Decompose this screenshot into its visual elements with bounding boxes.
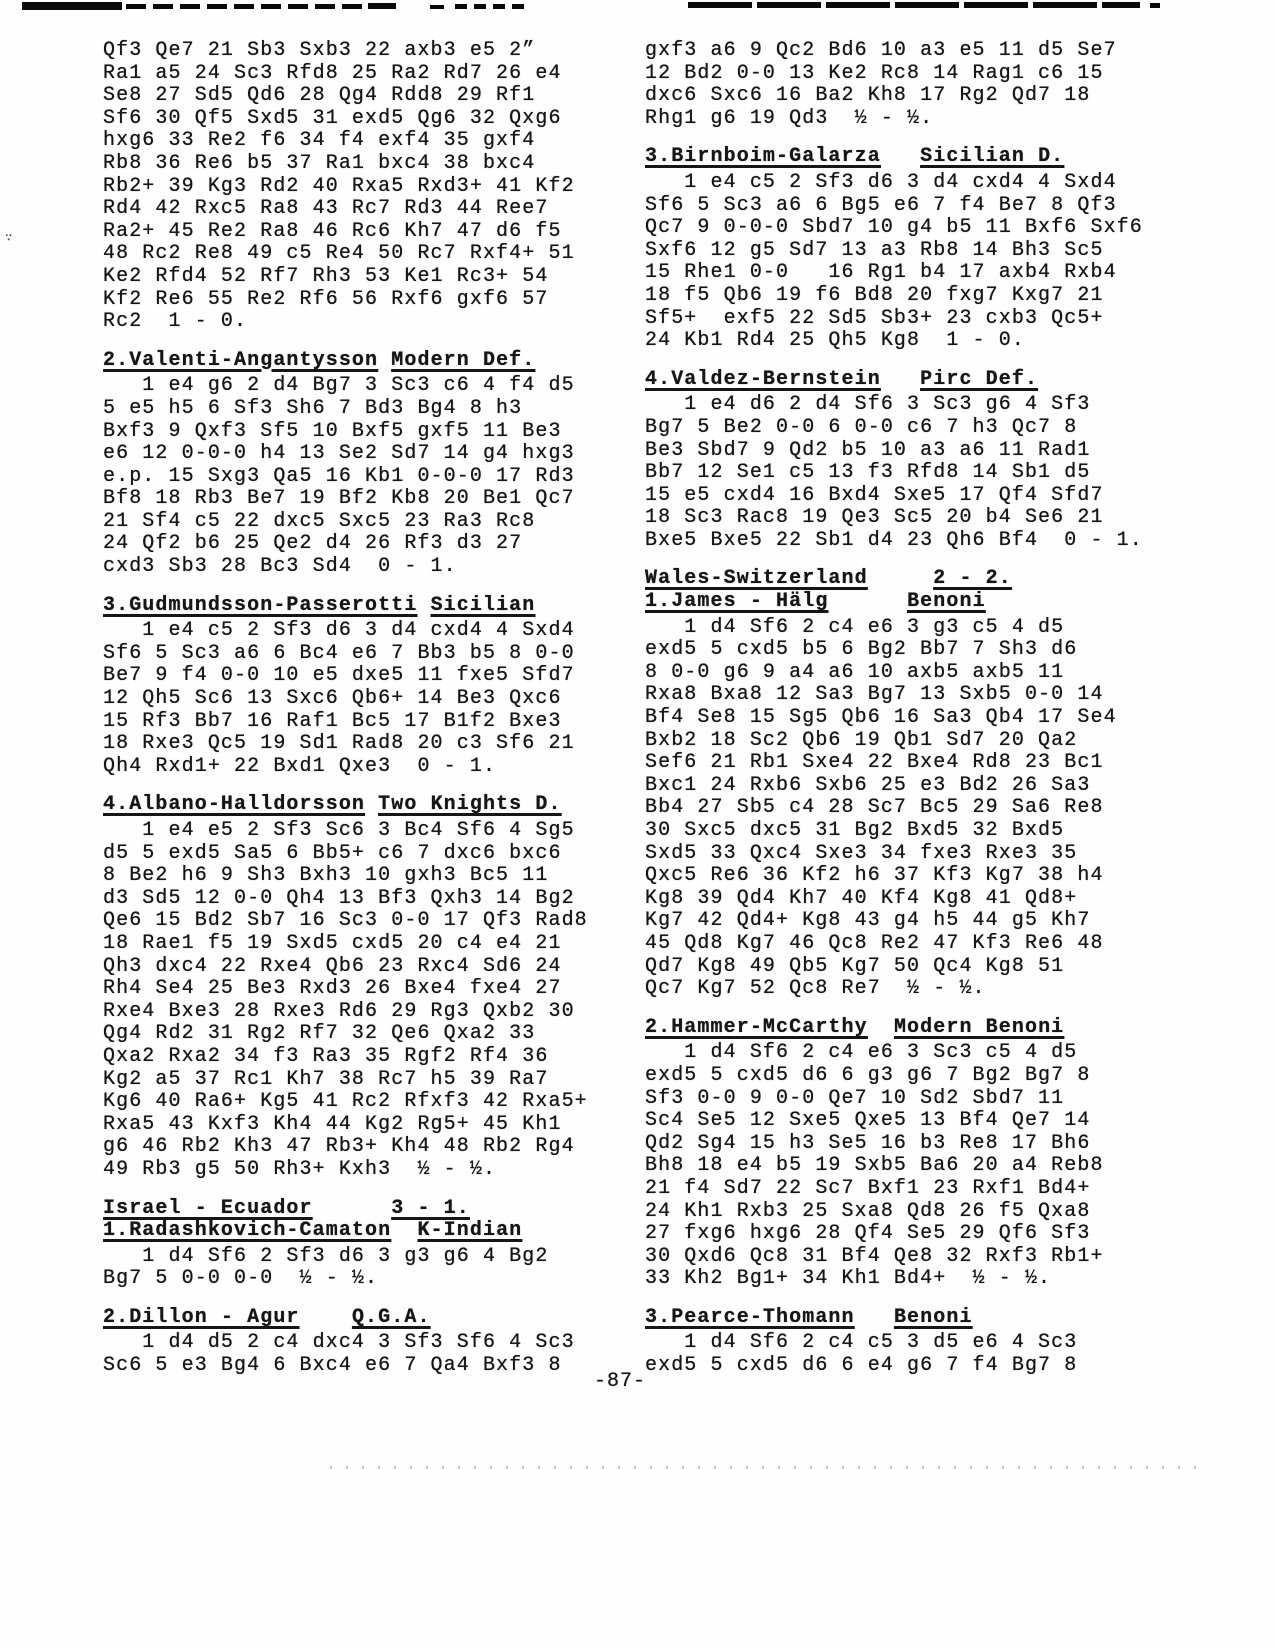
move-line: Qd7 Kg8 49 Qb5 Kg7 50 Qc4 Kg8 51: [645, 954, 1065, 978]
move-line: Qh4 Rxd1+ 22 Bxd1 Qxe3 0 - 1.: [103, 754, 497, 778]
move-line: 24 Qf2 b6 25 Qe2 d4 26 Rf3 d3 27: [103, 532, 523, 556]
move-line: Qh3 dxc4 22 Rxe4 Qb6 23 Rxc4 Sd6 24: [103, 954, 562, 978]
move-line: Sc6 5 e3 Bg4 6 Bxc4 e6 7 Qa4 Bxf3 8: [103, 1354, 562, 1378]
move-line: Bh8 18 e4 b5 19 Sxb5 Ba6 20 a4 Reb8: [645, 1154, 1104, 1178]
move-line: 1 e4 d6 2 d4 Sf6 3 Sc3 g6 4 Sf3: [645, 393, 1091, 417]
move-line: 15 Rf3 Bb7 16 Raf1 Bc5 17 B1f2 Bxe3: [103, 709, 562, 733]
game-players: 2.Valenti-Angantysson: [103, 348, 379, 372]
move-line: 1 e4 c5 2 Sf3 d6 3 d4 cxd4 4 Sxd4: [645, 170, 1117, 194]
game-moves: [645, 172, 1205, 353]
move-line: Qxa2 Rxa2 34 f3 Ra3 35 Rgf2 Rf4 36: [103, 1044, 549, 1068]
game-players: 1.Radashkovich-Camaton: [103, 1219, 392, 1243]
move-line: hxg6 33 Re2 f6 34 f4 exf4 35 gxf4: [103, 129, 536, 153]
move-line: Bxe5 Bxe5 22 Sb1 d4 23 Qh6 Bf4 0 - 1.: [645, 528, 1143, 552]
move-line: Qc7 9 0-0-0 Sbd7 10 g4 b5 11 Bxf6 Sxf6: [645, 216, 1143, 240]
move-line: exd5 5 cxd5 d6 6 e4 g6 7 f4 Bg7 8: [645, 1354, 1078, 1378]
move-line: Ke2 Rfd4 52 Rf7 Rh3 53 Ke1 Rc3+ 54: [103, 264, 549, 288]
move-line: cxd3 Sb3 28 Bc3 Sd4 0 - 1.: [103, 555, 457, 579]
move-line: Sf3 0-0 9 0-0 Qe7 10 Sd2 Sbd7 11: [645, 1086, 1065, 1110]
scan-noise: [330, 1466, 1210, 1469]
scan-noise: ∵: [5, 231, 13, 245]
move-line: Rd4 42 Rxc5 Ra8 43 Rc7 Rd3 44 Ree7: [103, 197, 549, 221]
game-players: 4.Albano-Halldorsson: [103, 793, 366, 817]
header-gap: [855, 1306, 894, 1329]
game-header: [103, 794, 638, 817]
game-moves: [645, 617, 1205, 1001]
header-gap: [881, 368, 920, 391]
header-gap: [391, 1219, 417, 1242]
header-gap: [417, 594, 430, 617]
move-line: 30 Sxc5 dxc5 31 Bg2 Bxd5 32 Bxd5: [645, 819, 1065, 842]
game-players: 4.Valdez-Bernstein: [645, 367, 881, 391]
column-right: [645, 40, 1205, 1392]
move-line: dxc6 Sxc6 16 Ba2 Kh8 17 Rg2 Qd7 18: [645, 84, 1091, 108]
game-players: 3.Gudmundsson-Passerotti: [103, 593, 418, 617]
move-line: 12 Bd2 0-0 13 Ke2 Rc8 14 Rag1 c6 15: [645, 61, 1104, 85]
scan-noise: [126, 4, 364, 9]
move-line: Bxf3 9 Qxf3 Sf5 10 Bxf5 gxf5 11 Be3: [103, 419, 562, 443]
move-line: g6 46 Rb2 Kh3 47 Rb3+ Kh4 48 Rb2 Rg4: [103, 1135, 575, 1159]
move-line: exd5 5 cxd5 d6 6 g3 g6 7 Bg2 Bg7 8: [645, 1063, 1091, 1087]
opening-name: Q.G.A.: [351, 1305, 431, 1329]
game-players: 2.Dillon - Agur: [103, 1305, 300, 1329]
move-line: d5 5 exd5 Sa5 6 Bb5+ c6 7 dxc6 bxc6: [103, 841, 562, 865]
move-line: Ra2+ 45 Re2 Ra8 46 Rc6 Kh7 47 d6 f5: [103, 219, 562, 243]
move-line: Kg8 39 Qd4 Kh7 40 Kf4 Kg8 41 Qd8+: [645, 886, 1078, 910]
move-line: 33 Kh2 Bg1+ 34 Kh1 Bd4+ ½ - ½.: [645, 1267, 1052, 1291]
move-line: Bb4 27 Sb5 c4 28 Sc7 Bc5 29 Sa6 Re8: [645, 796, 1104, 820]
opening-name: Modern Def.: [391, 348, 536, 372]
game-header: [103, 595, 638, 618]
game-header: [645, 369, 1205, 392]
opening-name: Modern Benoni: [893, 1015, 1065, 1039]
move-line: 27 fxg6 hxg6 28 Qf4 Se5 29 Qf6 Sf3: [645, 1222, 1091, 1246]
move-line: 8 Be2 h6 9 Sh3 Bxh3 10 gxh3 Bc5 11: [103, 864, 549, 888]
move-line: 21 f4 Sd7 22 Sc7 Bxf1 23 Rxf1 Bd4+: [645, 1176, 1091, 1200]
move-line: Rxa8 Bxa8 12 Sa3 Bg7 13 Sxb5 0-0 14: [645, 683, 1104, 707]
header-gap: [378, 349, 391, 372]
opening-name: Sicilian D.: [920, 145, 1065, 169]
match-score: 3 - 1.: [391, 1196, 470, 1220]
move-line: Kg2 a5 37 Rc1 Kh7 38 Rc7 h5 39 Ra7: [103, 1067, 549, 1091]
game-moves: [645, 40, 1205, 130]
move-line: Bg7 5 Be2 0-0 6 0-0 c6 7 h3 Qc7 8: [645, 415, 1078, 439]
move-line: Rxa5 43 Kxf3 Kh4 44 Kg2 Rg5+ 45 Kh1: [103, 1112, 562, 1136]
move-line: Be3 Sbd7 9 Qd2 b5 10 a3 a6 11 Rad1: [645, 438, 1091, 462]
scan-noise: [688, 2, 1140, 8]
move-line: Sf6 5 Sc3 a6 6 Bg5 e6 7 f4 Be7 8 Qf3: [645, 193, 1117, 217]
scan-noise: [455, 4, 527, 9]
scan-noise: [368, 3, 396, 9]
opening-name: K-Indian: [417, 1219, 523, 1243]
game-header: [645, 591, 1205, 614]
column-left: [103, 40, 638, 1392]
move-line: 21 Sf4 c5 22 dxc5 Sxc5 23 Ra3 Rc8: [103, 509, 536, 533]
opening-name: Pirc Def.: [920, 367, 1039, 391]
scan-noise: [430, 5, 444, 9]
game-header: [645, 1307, 1205, 1330]
move-line: 1 e4 c5 2 Sf3 d6 3 d4 cxd4 4 Sxd4: [103, 619, 575, 643]
move-line: 24 Kb1 Rd4 25 Qh5 Kg8 1 - 0.: [645, 329, 1025, 353]
opening-name: Two Knights D.: [378, 793, 562, 817]
game-moves: [103, 820, 638, 1182]
move-line: 30 Qxd6 Qc8 31 Bf4 Qe8 32 Rxf3 Rb1+: [645, 1244, 1104, 1268]
move-line: Qe6 15 Bd2 Sb7 16 Sc3 0-0 17 Qf3 Rad8: [103, 909, 588, 933]
move-line: Kg7 42 Qd4+ Kg8 43 g4 h5 44 g5 Kh7: [645, 909, 1091, 933]
move-line: Sf6 30 Qf5 Sxd5 31 exd5 Qg6 32 Qxg6: [103, 106, 562, 130]
move-line: Rh4 Se4 25 Be3 Rxd3 26 Bxe4 fxe4 27: [103, 977, 562, 1001]
game-players: 3.Pearce-Thomann: [645, 1305, 855, 1329]
move-line: Bg7 5 0-0 0-0 ½ - ½.: [103, 1267, 379, 1291]
move-line: gxf3 a6 9 Qc2 Bd6 10 a3 e5 11 d5 Se7: [645, 39, 1117, 62]
move-line: 48 Rc2 Re8 49 c5 Re4 50 Rc7 Rxf4+ 51: [103, 242, 575, 266]
move-line: Qd2 Sg4 15 h3 Se5 16 b3 Re8 17 Bh6: [645, 1131, 1091, 1155]
move-line: 49 Rb3 g5 50 Rh3+ Kxh3 ½ - ½.: [103, 1157, 497, 1181]
game-moves: [103, 375, 638, 578]
move-line: Sf6 5 Sc3 a6 6 Bc4 e6 7 Bb3 b5 8 0-0: [103, 641, 575, 665]
move-line: Bb7 12 Se1 c5 13 f3 Rfd8 14 Sb1 d5: [645, 461, 1091, 485]
move-line: 18 Sc3 Rac8 19 Qe3 Sc5 20 b4 Se6 21: [645, 506, 1104, 530]
game-players: 1.James - Hälg: [645, 590, 829, 614]
game-moves: [103, 1246, 638, 1291]
move-line: Bxc1 24 Rxb6 Sxb6 25 e3 Bd2 26 Sa3: [645, 773, 1091, 797]
move-line: Kg6 40 Ra6+ Kg5 41 Rc2 Rfxf3 42 Rxa5+: [103, 1090, 588, 1114]
move-line: Sc4 Se5 12 Sxe5 Qxe5 13 Bf4 Qe7 14: [645, 1109, 1091, 1133]
move-line: 5 e5 h5 6 Sf3 Sh6 7 Bd3 Bg4 8 h3: [103, 396, 523, 420]
match-score: 2 - 2.: [933, 567, 1012, 591]
scan-noise: [1150, 3, 1160, 8]
match-header: [103, 1198, 638, 1221]
move-line: Rb8 36 Re6 b5 37 Ra1 bxc4 38 bxc4: [103, 151, 536, 175]
move-line: 8 0-0 g6 9 a4 a6 10 axb5 axb5 11: [645, 660, 1065, 684]
match-teams: Israel - Ecuador: [103, 1196, 313, 1220]
header-gap: [300, 1306, 352, 1329]
move-line: Bf4 Se8 15 Sg5 Qb6 16 Sa3 Qb4 17 Se4: [645, 706, 1117, 730]
match-header: [645, 568, 1205, 591]
move-line: Sf5+ exf5 22 Sd5 Sb3+ 23 cxb3 Qc5+: [645, 306, 1104, 330]
header-gap: [313, 1197, 392, 1220]
move-line: Be7 9 f4 0-0 10 e5 dxe5 11 fxe5 Sfd7: [103, 664, 575, 688]
move-line: 1 d4 Sf6 2 c4 c5 3 d5 e6 4 Sc3: [645, 1331, 1078, 1355]
move-line: 24 Kh1 Rxb3 25 Sxa8 Qd8 26 f5 Qxa8: [645, 1199, 1091, 1223]
move-line: Se8 27 Sd5 Qd6 28 Qg4 Rdd8 29 Rf1: [103, 84, 536, 108]
game-header: [103, 1307, 638, 1330]
header-gap: [881, 145, 920, 168]
move-line: 15 e5 cxd4 16 Bxd4 Sxe5 17 Qf4 Sfd7: [645, 483, 1104, 507]
game-moves: [103, 1332, 638, 1377]
move-line: Kf2 Re6 55 Re2 Rf6 56 Rxf6 gxf6 57: [103, 287, 549, 311]
move-line: Bxb2 18 Sc2 Qb6 19 Qb1 Sd7 20 Qa2: [645, 728, 1078, 752]
match-teams: Wales-Switzerland: [645, 567, 868, 591]
move-line: Rhg1 g6 19 Qd3 ½ - ½.: [645, 106, 934, 130]
game-players: 2.Hammer-McCarthy: [645, 1015, 868, 1039]
move-line: 1 e4 e5 2 Sf3 Sc6 3 Bc4 Sf6 4 Sg5: [103, 819, 575, 842]
move-line: 12 Qh5 Sc6 13 Sxc6 Qb6+ 14 Be3 Qxc6: [103, 687, 562, 711]
move-line: 18 f5 Qb6 19 f6 Bd8 20 fxg7 Kxg7 21: [645, 283, 1104, 307]
move-line: 15 Rhe1 0-0 16 Rg1 b4 17 axb4 Rxb4: [645, 261, 1117, 285]
move-line: Sef6 21 Rb1 Sxe4 22 Bxe4 Rd8 23 Bc1: [645, 751, 1104, 775]
move-line: Bf8 18 Rb3 Be7 19 Bf2 Kb8 20 Be1 Qc7: [103, 487, 575, 511]
header-gap: [828, 590, 907, 613]
game-moves: [103, 620, 638, 778]
game-header: [645, 1017, 1205, 1040]
game-moves: [645, 1042, 1205, 1291]
opening-name: Benoni: [893, 1305, 973, 1329]
scan-noise: [22, 2, 122, 10]
move-line: e6 12 0-0-0 h4 13 Se2 Sd7 14 g4 hxg3: [103, 442, 575, 466]
move-line: 1 d4 Sf6 2 c4 e6 3 g3 c5 4 d5: [645, 615, 1065, 639]
move-line: Qxc5 Re6 36 Kf2 h6 37 Kf3 Kg7 38 h4: [645, 864, 1104, 888]
move-line: 1 d4 Sf6 2 c4 e6 3 Sc3 c5 4 d5: [645, 1041, 1078, 1065]
move-line: e.p. 15 Sxg3 Qa5 16 Kb1 0-0-0 17 Rd3: [103, 464, 575, 488]
move-line: 1 d4 d5 2 c4 dxc4 3 Sf3 Sf6 4 Sc3: [103, 1331, 575, 1355]
move-line: Ra1 a5 24 Sc3 Rfd8 25 Ra2 Rd7 26 e4: [103, 61, 562, 85]
game-moves: [645, 394, 1205, 552]
header-gap: [868, 1016, 894, 1039]
move-line: d3 Sd5 12 0-0 Qh4 13 Bf3 Qxh3 14 Bg2: [103, 886, 575, 910]
game-header: [645, 146, 1205, 169]
game-header: [103, 1220, 638, 1243]
move-line: Sxd5 33 Qxc4 Sxe3 34 fxe3 Rxe3 35: [645, 841, 1078, 865]
move-line: 18 Rae1 f5 19 Sxd5 cxd5 20 c4 e4 21: [103, 931, 562, 955]
header-gap: [365, 793, 378, 816]
move-line: Rc2 1 - 0.: [103, 310, 248, 334]
move-line: 45 Qd8 Kg7 46 Qc8 Re2 47 Kf3 Re6 48: [645, 931, 1104, 955]
move-line: 1 e4 g6 2 d4 Bg7 3 Sc3 c6 4 f4 d5: [103, 374, 575, 398]
move-line: Qf3 Qe7 21 Sb3 Sxb3 22 axb3 e5 2”: [103, 39, 536, 62]
move-line: Rxe4 Bxe3 28 Rxe3 Rd6 29 Rg3 Qxb2 30: [103, 999, 575, 1023]
move-line: 18 Rxe3 Qc5 19 Sd1 Rad8 20 c3 Sf6 21: [103, 732, 575, 756]
opening-name: Sicilian: [430, 593, 536, 617]
move-line: Rb2+ 39 Kg3 Rd2 40 Rxa5 Rxd3+ 41 Kf2: [103, 174, 575, 198]
move-line: exd5 5 cxd5 b5 6 Bg2 Bb7 7 Sh3 d6: [645, 638, 1078, 662]
game-moves: [645, 1332, 1205, 1377]
game-moves: [103, 40, 638, 334]
header-gap: [868, 567, 934, 590]
game-players: 3.Birnboim-Galarza: [645, 145, 881, 169]
move-line: Qc7 Kg7 52 Qc8 Re7 ½ - ½.: [645, 977, 986, 1001]
move-line: 1 d4 Sf6 2 Sf3 d6 3 g3 g6 4 Bg2: [103, 1244, 549, 1268]
page-number: -87-: [594, 1370, 647, 1393]
move-line: Sxf6 12 g5 Sd7 13 a3 Rb8 14 Bh3 Sc5: [645, 238, 1104, 262]
move-line: Qg4 Rd2 31 Rg2 Rf7 32 Qe6 Qxa2 33: [103, 1022, 536, 1046]
opening-name: Benoni: [907, 590, 986, 614]
game-header: [103, 350, 638, 373]
